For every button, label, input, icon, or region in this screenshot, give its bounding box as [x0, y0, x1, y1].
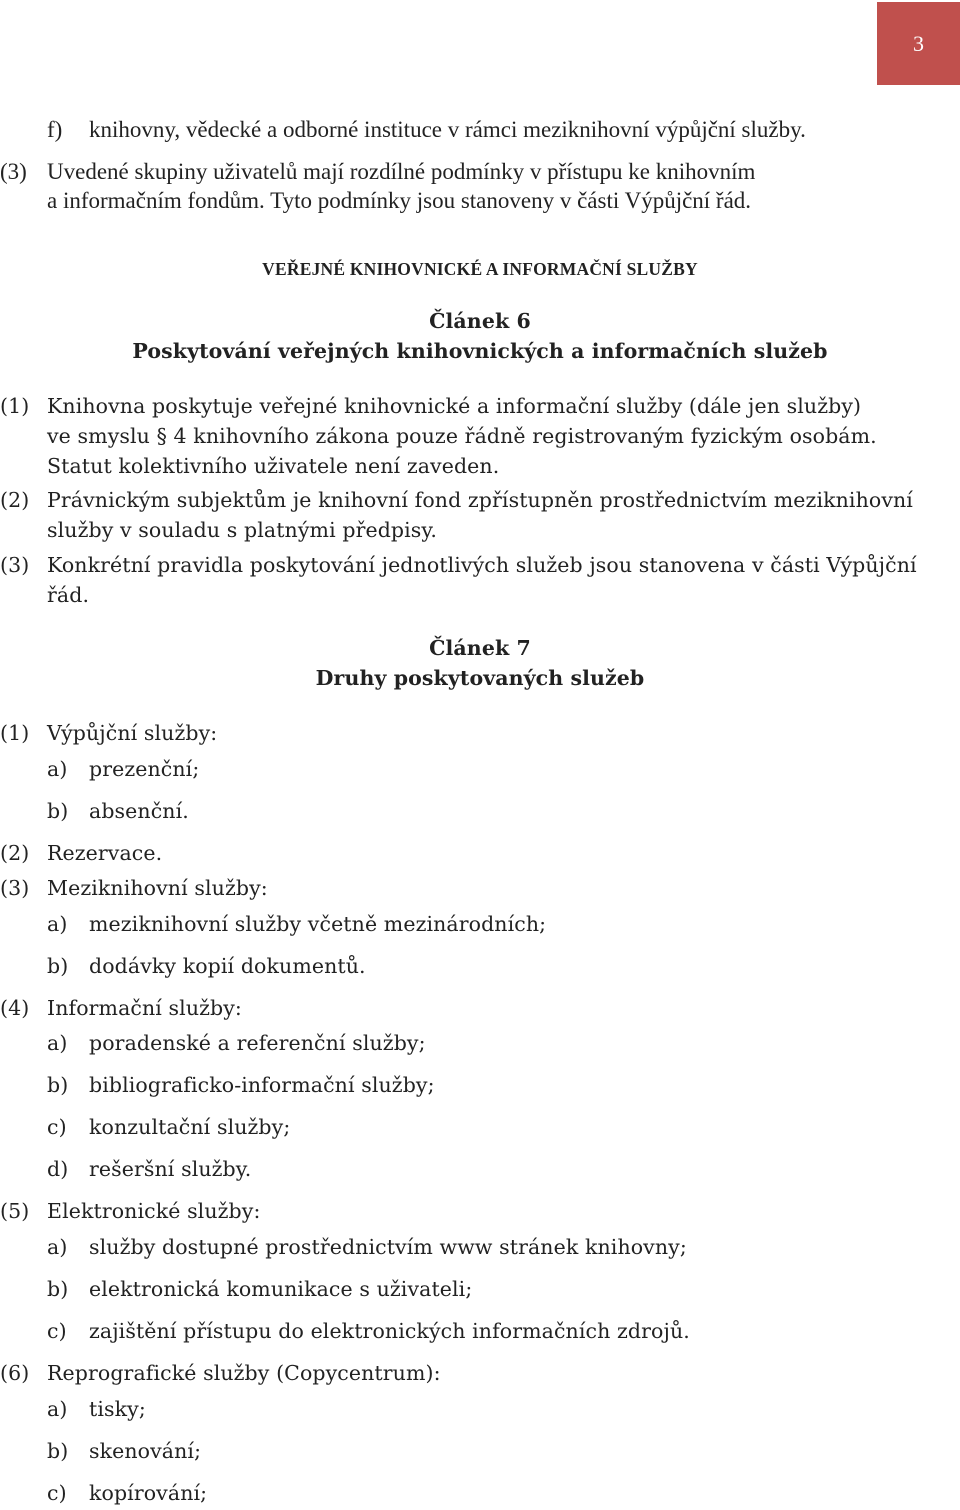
item-marker: a) — [47, 912, 68, 936]
item-text: meziknihovní služby včetně mezinárodních; — [89, 912, 547, 936]
item-marker: b) — [47, 1277, 69, 1301]
group-label: Výpůjční služby: — [47, 721, 218, 745]
paragraph-line: řád. — [47, 583, 90, 607]
article-6-paragraph-1 — [0, 391, 960, 481]
service-item — [0, 951, 960, 981]
item-marker: c) — [47, 1319, 67, 1343]
service-group — [0, 873, 960, 903]
paragraph-line: Konkrétní pravidla poskytování jednotlivých služeb jsou stanovena v části Výpůjční — [47, 553, 917, 577]
group-label: Elektronické služby: — [47, 1199, 261, 1223]
item-text: absenční. — [89, 799, 189, 823]
page-number-badge — [877, 2, 960, 85]
paragraph-number: (3) — [0, 159, 27, 184]
article-6-paragraph-2 — [0, 485, 960, 545]
group-label: Meziknihovní služby: — [47, 876, 268, 900]
service-group — [0, 1358, 960, 1388]
article-6-label: Článek 6 — [429, 309, 531, 333]
item-marker: f) — [47, 117, 63, 142]
paragraph-line: ve smyslu § 4 knihovního zákona pouze řádně registrovaným fyzickým osobám. — [47, 424, 877, 448]
group-number: (4) — [0, 996, 30, 1020]
intro-item-f — [0, 115, 960, 144]
item-marker: d) — [47, 1157, 69, 1181]
article-6-paragraph-3 — [0, 550, 960, 610]
service-group — [0, 993, 960, 1023]
paragraph-line: služby v souladu s platnými předpisy. — [47, 518, 438, 542]
article-7-label: Článek 7 — [429, 636, 531, 660]
item-marker: a) — [47, 757, 68, 781]
page-number: 3 — [913, 30, 924, 56]
item-marker: a) — [47, 1235, 68, 1259]
service-item — [0, 754, 960, 784]
service-group — [0, 718, 960, 748]
group-number: (1) — [0, 721, 30, 745]
item-text: knihovny, vědecké a odborné instituce v rámci meziknihovní výpůjční služby. — [89, 117, 806, 142]
paragraph-number: (2) — [0, 488, 30, 512]
item-marker: c) — [47, 1481, 67, 1505]
item-text: konzultační služby; — [89, 1115, 291, 1139]
item-text: poradenské a referenční služby; — [89, 1031, 426, 1055]
paragraph-line: Knihovna poskytuje veřejné knihovnické a informační služby (dále jen služby) — [47, 394, 862, 418]
item-marker: a) — [47, 1397, 68, 1421]
service-item — [0, 909, 960, 939]
group-number: (2) — [0, 841, 30, 865]
paragraph-line: Uvedené skupiny uživatelů mají rozdílné podmínky v přístupu ke knihovním — [47, 159, 756, 184]
item-text: kopírování; — [89, 1481, 208, 1505]
group-label: Reprografické služby (Copycentrum): — [47, 1361, 441, 1385]
item-text: prezenční; — [89, 757, 200, 781]
item-text: tisky; — [89, 1397, 146, 1421]
item-text: skenování; — [89, 1439, 202, 1463]
section-heading: VEŘEJNÉ KNIHOVNICKÉ A INFORMAČNÍ SLUŽBY — [262, 259, 698, 279]
paragraph-number: (3) — [0, 553, 30, 577]
item-marker: a) — [47, 1031, 68, 1055]
group-number: (6) — [0, 1361, 30, 1385]
item-marker: b) — [47, 1439, 69, 1463]
paragraph-line: Statut kolektivního uživatele není zaveden. — [47, 454, 500, 478]
group-label: Rezervace. — [47, 841, 163, 865]
item-marker: c) — [47, 1115, 67, 1139]
item-text: zajištění přístupu do elektronických informačních zdrojů. — [89, 1319, 690, 1343]
item-text: dodávky kopií dokumentů. — [89, 954, 366, 978]
service-item — [0, 796, 960, 826]
service-item — [0, 1394, 960, 1424]
intro-paragraph-3 — [0, 157, 960, 215]
item-marker: b) — [47, 799, 69, 823]
service-item — [0, 1070, 960, 1100]
item-text: rešeršní služby. — [89, 1157, 252, 1181]
service-group — [0, 838, 960, 868]
item-marker: b) — [47, 1073, 69, 1097]
paragraph-line: a informačním fondům. Tyto podmínky jsou stanoveny v části Výpůjční řád. — [47, 188, 752, 213]
article-7-title: Druhy poskytovaných služeb — [315, 666, 645, 690]
service-item — [0, 1274, 960, 1304]
paragraph-line: Právnickým subjektům je knihovní fond zpřístupněn prostřednictvím meziknihovní — [47, 488, 913, 512]
service-item — [0, 1478, 960, 1508]
group-label: Informační služby: — [47, 996, 242, 1020]
service-item — [0, 1436, 960, 1466]
service-item — [0, 1154, 960, 1184]
item-marker: b) — [47, 954, 69, 978]
item-text: elektronická komunikace s uživateli; — [89, 1277, 473, 1301]
paragraph-number: (1) — [0, 394, 30, 418]
service-item — [0, 1316, 960, 1346]
article-6-title: Poskytování veřejných knihovnických a informačních služeb — [132, 339, 828, 363]
service-item — [0, 1232, 960, 1262]
item-text: bibliograficko-informační služby; — [89, 1073, 435, 1097]
item-text: služby dostupné prostřednictvím www stránek knihovny; — [89, 1235, 687, 1259]
group-number: (3) — [0, 876, 30, 900]
service-group — [0, 1196, 960, 1226]
group-number: (5) — [0, 1199, 30, 1223]
service-item — [0, 1112, 960, 1142]
service-item — [0, 1028, 960, 1058]
